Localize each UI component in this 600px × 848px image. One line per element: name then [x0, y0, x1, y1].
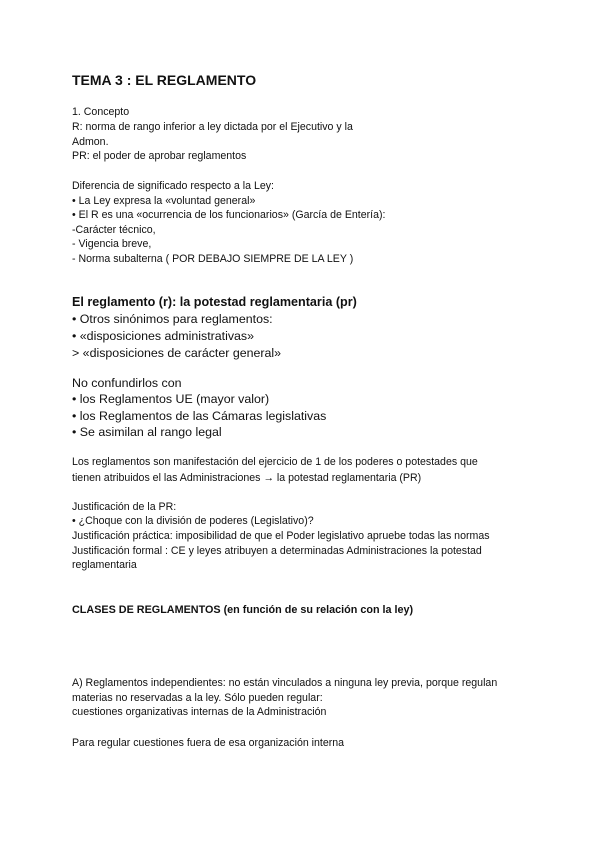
- potestad-line: • «disposiciones administrativas»: [72, 329, 255, 343]
- confundir-line: • Se asimilan al rango legal: [72, 425, 222, 439]
- independientes-line: materias no reservadas a la ley. Sólo pueden regular:: [72, 692, 323, 704]
- potestad-line: > «disposiciones de carácter general»: [72, 346, 282, 360]
- concepto-line: Admon.: [72, 136, 109, 148]
- confundir-heading: No confundirlos con: [72, 376, 182, 390]
- concepto-line: PR: el poder de aprobar reglamentos: [72, 150, 247, 162]
- diferencia-line: -Carácter técnico,: [72, 224, 156, 236]
- concepto-heading: 1. Concepto: [72, 106, 130, 118]
- page-title: TEMA 3 : EL REGLAMENTO: [72, 72, 257, 88]
- diferencia-line: - Vigencia breve,: [72, 238, 152, 250]
- concepto-line: R: norma de rango inferior a ley dictada por el Ejecutivo y la: [72, 121, 353, 133]
- independientes-line: A) Reglamentos independientes: no están vinculados a ninguna ley previa, porque regulan: [72, 677, 498, 689]
- confundir-line: • los Reglamentos de las Cámaras legislativas: [72, 409, 327, 423]
- justificacion-line: • ¿Choque con la división de poderes (Legislativo)?: [72, 515, 314, 527]
- potestad-heading: El reglamento (r): la potestad reglamentaria (pr): [72, 295, 357, 309]
- independientes-footer: Para regular cuestiones fuera de esa organización interna: [72, 737, 345, 749]
- potestad-line: • Otros sinónimos para reglamentos:: [72, 312, 273, 326]
- justificacion-heading: Justificación de la PR:: [72, 501, 177, 513]
- justificacion-line: Justificación formal : CE y leyes atribuyen a determinadas Administraciones la potestad: [72, 545, 482, 557]
- manifestacion-line: Los reglamentos son manifestación del ejercicio de 1 de los poderes o potestades que: [72, 456, 478, 468]
- independientes-line: cuestiones organizativas internas de la Administración: [72, 706, 327, 718]
- manifestacion-line: tienen atribuidos el las Administraciones → la potestad reglamentaria (PR): [72, 472, 422, 484]
- diferencia-line: - Norma subalterna ( POR DEBAJO SIEMPRE DE LA LEY ): [72, 253, 354, 265]
- clases-heading: CLASES DE REGLAMENTOS (en función de su relación con la ley): [72, 604, 414, 616]
- justificacion-line: reglamentaria: [72, 559, 137, 571]
- diferencia-line: • La Ley expresa la «voluntad general»: [72, 195, 256, 207]
- diferencia-line: • El R es una «ocurrencia de los funcionarios» (García de Entería):: [72, 209, 386, 221]
- justificacion-line: Justificación práctica: imposibilidad de que el Poder legislativo apruebe todas las normas: [72, 530, 490, 542]
- diferencia-heading: Diferencia de significado respecto a la Ley:: [72, 180, 274, 192]
- confundir-line: • los Reglamentos UE (mayor valor): [72, 392, 270, 406]
